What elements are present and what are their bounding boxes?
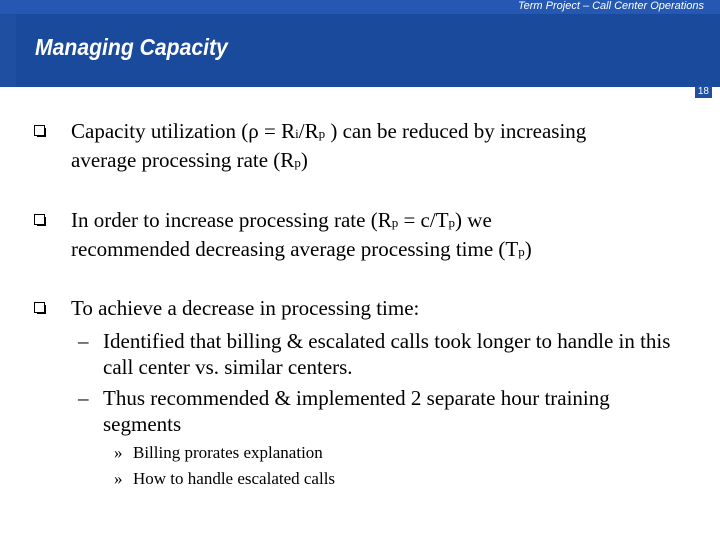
sub-bullet-item <box>78 385 698 439</box>
dash-marker: – <box>78 329 89 353</box>
checkbox-bullet-icon <box>34 302 45 313</box>
page-number: 18 <box>695 86 712 98</box>
checkbox-bullet-icon <box>34 125 45 136</box>
raquo-marker: » <box>114 469 123 488</box>
header-caption: Term Project – Call Center Operations <box>517 0 704 12</box>
raquo-marker: » <box>114 443 123 462</box>
dash-marker: – <box>78 386 89 410</box>
bullet-text: To achieve a decrease in processing time: <box>71 296 420 320</box>
slide-title: Managing Capacity <box>35 34 228 60</box>
sub-bullet-text: Identified that billing & escalated calls took longer to handle in this call center vs. similar centers. <box>103 329 671 379</box>
checkbox-bullet-icon <box>34 214 45 225</box>
sub-bullet-item <box>78 328 698 382</box>
sub-sub-bullet-text: Billing prorates explanation <box>133 443 323 462</box>
bullet-text: In order to increase processing rate (Rp = c/Tp) we recommended decreasing average processing time (Tp) <box>71 208 532 261</box>
sub-sub-bullet-text: How to handle escalated calls <box>133 469 336 488</box>
sub-bullet-text: Thus recommended & implemented 2 separate hour training segments <box>103 386 610 436</box>
bullet-text: Capacity utilization (ρ = Ri/Rp ) can be reduced by increasing average processing rate (Rp) <box>71 119 587 172</box>
